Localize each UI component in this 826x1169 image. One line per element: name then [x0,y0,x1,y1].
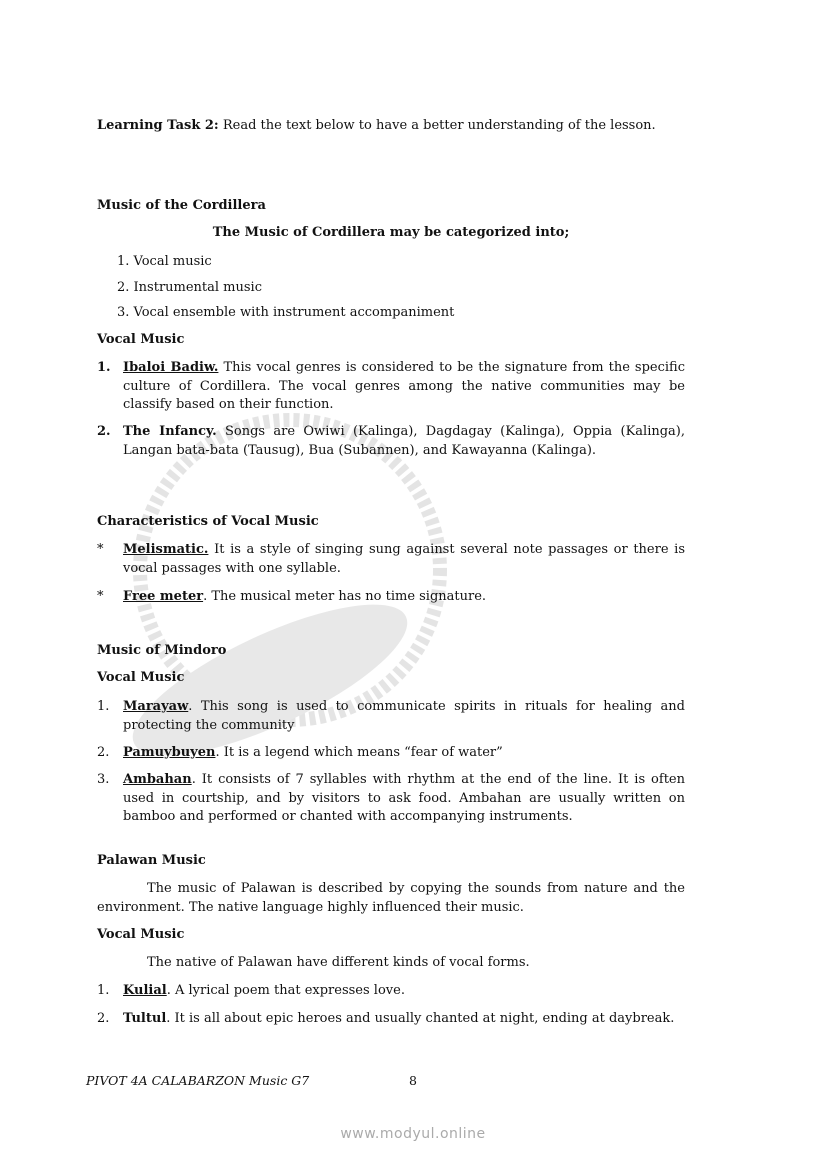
vocal-music-heading: Vocal Music [97,332,185,347]
list-item [97,744,685,763]
item-number: 2. [97,1011,110,1026]
bullet-item [97,541,685,578]
item-number: 2. [97,745,110,760]
item-term: The Infancy. [123,424,217,439]
section-title-mindoro: Music of Mindoro [97,643,227,658]
characteristics-heading: Characteristics of Vocal Music [97,514,319,529]
footer-source: PIVOT 4A CALABARZON Music G7 [86,1073,310,1088]
item-term: Kulial [123,983,167,998]
item-term: Free meter [123,589,204,604]
list-item [97,359,685,415]
learning-task-intro [97,117,685,136]
item-term: Marayaw [123,699,189,714]
category-item: 2. Instrumental music [117,280,262,295]
section-title-palawan: Palawan Music [97,853,206,868]
item-text: This vocal genres is considered to be the signature from the specific culture of Cordillera. The vocal genres among the native communities may be classify based on their function. [123,360,685,412]
item-text: . This song is used to communicate spirits in rituals for healing and protecting the community [123,699,685,733]
list-item [97,771,685,827]
list-item [97,1010,685,1029]
item-text: Songs are Owiwi (Kalinga), Dagdagay (Kalinga), Oppia (Kalinga), Langan bata-bata (Tausug), Bua (Subannen), and Kawayanna (Kalinga). [123,424,685,458]
list-item [97,698,685,735]
vocal-music-heading: Vocal Music [97,670,185,685]
item-text: . It is a legend which means “fear of water” [215,745,503,760]
list-item [97,982,685,1001]
vocal-music-heading: Vocal Music [97,927,185,942]
section-title-cordillera: Music of the Cordillera [97,198,266,213]
item-text: . It consists of 7 syllables with rhythm at the end of the line. It is often used in courtship, and by visitors to ask food. Ambahan are usually written on bamboo and performed or chanted with accompanying instruments. [123,772,685,824]
task-text: Read the text below to have a better understanding of the lesson. [218,118,656,133]
task-label: Learning Task 2: [97,118,219,133]
item-number: 3. [97,772,110,787]
item-text: . It is all about epic heroes and usually chanted at night, ending at daybreak. [166,1011,675,1026]
list-item [97,423,685,460]
palawan-intro: The music of Palawan is described by copying the sounds from nature and the environment. The native language highly influenced their music. [97,881,685,915]
bullet-icon: * [97,542,104,557]
bullet-icon: * [97,589,104,604]
item-text: It is a style of singing sung against several note passages or there is vocal passages with one syllable. [123,542,685,576]
bullet-item [97,588,685,607]
item-term: Melismatic. [123,542,209,557]
palawan-vocal-intro: The native of Palawan have different kinds of vocal forms. [147,955,530,970]
item-number: 2. [97,424,111,439]
page-number: 8 [409,1073,417,1088]
item-term: Pamuybuyen [123,745,216,760]
watermark-url: www.modyul.online [340,1126,486,1142]
category-item: 1. Vocal music [117,254,212,269]
item-term: Tultul [123,1011,167,1026]
item-number: 1. [97,983,110,998]
item-text: . The musical meter has no time signature. [203,589,487,604]
item-term: Ambahan [123,772,192,787]
item-text: . A lyrical poem that expresses love. [166,983,405,998]
cordillera-subtitle: The Music of Cordillera may be categorized into; [212,225,570,240]
item-number: 1. [97,360,111,375]
item-number: 1. [97,699,110,714]
item-term: Ibaloi Badiw. [123,360,219,375]
category-item: 3. Vocal ensemble with instrument accompaniment [117,305,455,320]
